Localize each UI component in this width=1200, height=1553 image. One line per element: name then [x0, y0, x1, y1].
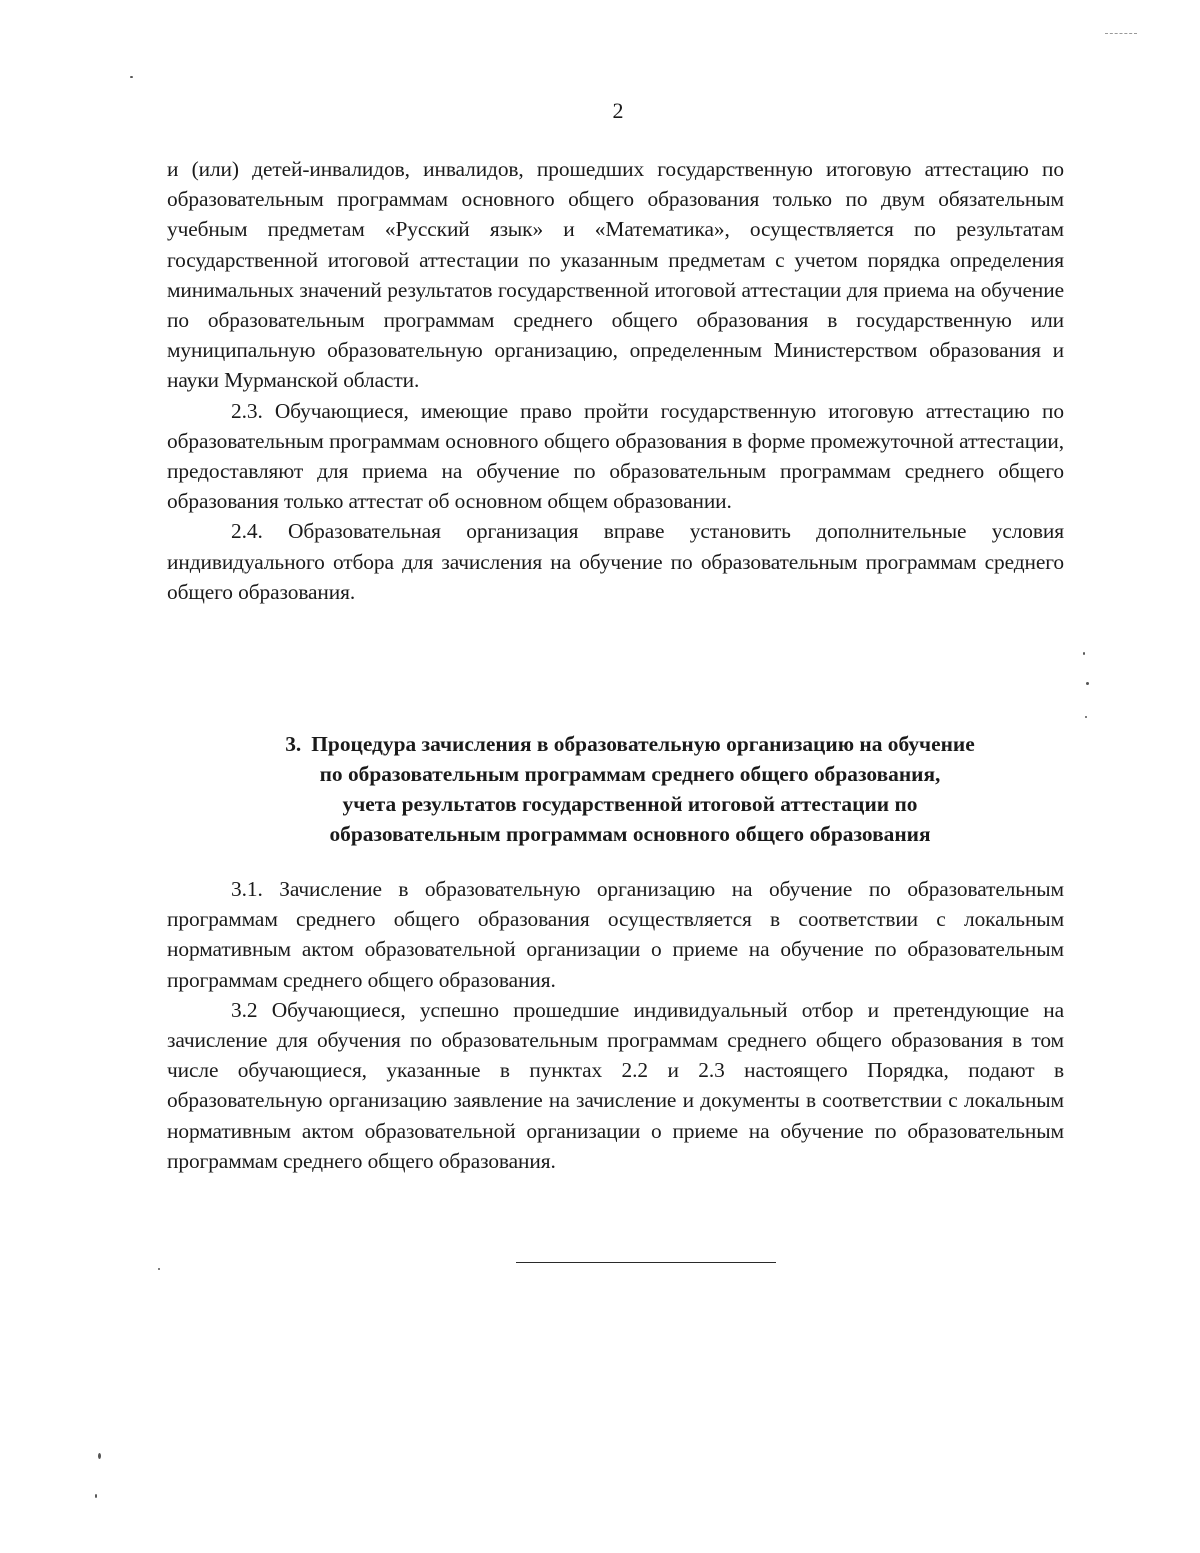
- section-3-heading-line-3: учета результатов государственной итоговой аттестации по: [342, 792, 918, 816]
- top-text-block: [167, 154, 1064, 607]
- section-3-heading-line-4: образовательным программам основного общего образования: [329, 822, 931, 846]
- scan-speck: [1083, 652, 1085, 655]
- scan-artifact-mark: [1105, 33, 1137, 34]
- paragraph-2-4: 2.4. Образовательная организация вправе установить дополнительные условия индивидуального отбора для зачисления на обучение по образовательным программам среднего общего образования.: [167, 519, 1064, 604]
- scan-speck: [130, 76, 133, 78]
- scan-speck: [1086, 682, 1089, 685]
- section-3-heading: [150, 729, 1110, 849]
- bottom-text-block: [167, 874, 1064, 1176]
- paragraph-3-2: 3.2 Обучающиеся, успешно прошедшие индивидуальный отбор и претендующие на зачисление для обучения по образовательным программам среднего общего образования в том числе обучающиеся, указанные в пунктах 2.2 и 2.3 настоящего Порядка, подают в образовательную организацию заявление на зачисление и документы в соответствии с локальным нормативным актом образовательной организации о приеме на обучение по образовательным программам среднего общего образования.: [167, 997, 1064, 1173]
- paragraph-continuation: и (или) детей-инвалидов, инвалидов, прошедших государственную итоговую аттестацию по образовательным программам основного общего образования только по двум обязательным учебным предметам «Русский язык» и «Математика», осуществляется по результатам государственной итоговой аттестации по указанным предметам с учетом порядка определения минимальных значений результатов государственной итоговой аттестации для приема на обучение по образовательным программам среднего общего образования в государственную или муниципальную образовательную организацию, определенным Министерством образования и науки Мурманской области.: [167, 157, 1064, 393]
- scan-speck: [1085, 716, 1087, 718]
- paragraph-3-1: 3.1. Зачисление в образовательную организацию на обучение по образовательным программам среднего общего образования осуществляется в соответствии с локальным нормативным актом образовательной организации о приеме на обучение по образовательным программам среднего общего образования.: [167, 877, 1064, 992]
- paragraph-2-3: 2.3. Обучающиеся, имеющие право пройти государственную итоговую аттестацию по образовательным программам основного общего образования в форме промежуточной аттестации, предоставляют для приема на обучение по образовательным программам среднего общего образования только аттестат об основном общем образовании.: [167, 398, 1064, 514]
- section-3-heading-line-2: по образовательным программам среднего общего образования,: [319, 762, 941, 786]
- section-3-number: 3.: [285, 732, 302, 756]
- page-number: 2: [612, 98, 624, 123]
- scan-speck: [158, 1268, 160, 1270]
- scan-speck: [95, 1494, 97, 1498]
- section-3-heading-line-1: Процедура зачисления в образовательную организацию на обучение: [311, 732, 975, 756]
- scan-speck: [98, 1453, 101, 1459]
- end-divider-line: [516, 1262, 776, 1263]
